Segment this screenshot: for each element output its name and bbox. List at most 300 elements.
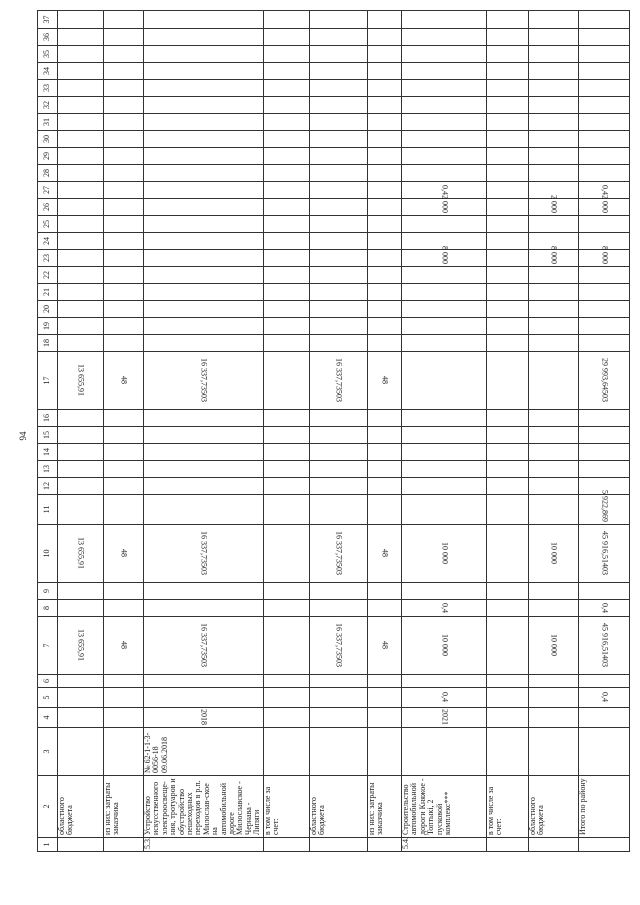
table-cell bbox=[58, 216, 104, 233]
table-cell bbox=[264, 267, 310, 284]
table-cell bbox=[310, 427, 368, 444]
row-label: областного бюджета bbox=[529, 776, 579, 838]
table-cell bbox=[310, 11, 368, 29]
cell-value: 2021 bbox=[440, 709, 450, 725]
table-cell bbox=[487, 335, 529, 352]
table-cell bbox=[402, 461, 487, 478]
column-number: 31 bbox=[38, 114, 58, 131]
table-cell bbox=[310, 461, 368, 478]
table-cell bbox=[487, 675, 529, 688]
table-cell bbox=[402, 63, 487, 80]
table-cell bbox=[529, 583, 579, 600]
table-cell bbox=[487, 131, 529, 148]
table-cell bbox=[368, 267, 402, 284]
table-cell bbox=[104, 97, 144, 114]
table-cell bbox=[487, 352, 529, 410]
table-cell bbox=[529, 427, 579, 444]
table-cell bbox=[402, 165, 487, 182]
table-cell bbox=[264, 250, 310, 267]
column-number: 20 bbox=[38, 301, 58, 318]
table-cell bbox=[402, 284, 487, 301]
table-cell bbox=[487, 114, 529, 131]
table-cell bbox=[104, 80, 144, 97]
table-cell bbox=[104, 461, 144, 478]
table-cell bbox=[104, 301, 144, 318]
table-cell bbox=[144, 165, 264, 182]
row-number bbox=[104, 838, 144, 852]
column-number: 18 bbox=[38, 335, 58, 352]
table-cell bbox=[368, 182, 402, 199]
table-cell bbox=[487, 233, 529, 250]
table-cell bbox=[402, 410, 487, 427]
table-cell bbox=[310, 478, 368, 495]
table-cell bbox=[579, 318, 630, 335]
table-cell bbox=[264, 708, 310, 728]
table-cell bbox=[104, 29, 144, 46]
table-cell bbox=[104, 63, 144, 80]
table-cell bbox=[264, 688, 310, 708]
table-cell bbox=[264, 148, 310, 165]
table-cell bbox=[58, 80, 104, 97]
table-row bbox=[368, 11, 402, 852]
table-cell bbox=[368, 250, 402, 267]
table-cell bbox=[264, 29, 310, 46]
cell-value: 0,4 bbox=[600, 185, 610, 195]
table-cell bbox=[579, 708, 630, 728]
table-cell bbox=[402, 617, 487, 675]
row-label: Итого по району bbox=[579, 776, 630, 838]
table-cell bbox=[310, 410, 368, 427]
cell-value: 48 bbox=[380, 376, 390, 385]
table-cell bbox=[487, 46, 529, 63]
table-cell bbox=[368, 165, 402, 182]
table-cell bbox=[579, 352, 630, 410]
row-label: в том числе за счет: bbox=[264, 776, 310, 838]
cell-value: 48 bbox=[119, 641, 129, 650]
table-cell bbox=[368, 688, 402, 708]
cell-value: 0,4 bbox=[600, 603, 610, 613]
row-number bbox=[58, 838, 104, 852]
table-row bbox=[487, 11, 529, 852]
table-cell bbox=[487, 11, 529, 29]
table-cell bbox=[402, 708, 487, 728]
table-cell bbox=[487, 410, 529, 427]
table-cell bbox=[487, 427, 529, 444]
table-cell bbox=[58, 148, 104, 165]
table-cell bbox=[264, 97, 310, 114]
table-cell bbox=[58, 29, 104, 46]
table-cell bbox=[529, 267, 579, 284]
table-cell bbox=[579, 195, 630, 216]
column-number: 11 bbox=[38, 495, 58, 525]
table-cell bbox=[579, 583, 630, 600]
table-cell bbox=[310, 46, 368, 63]
table-cell bbox=[529, 675, 579, 688]
table-cell bbox=[104, 233, 144, 250]
column-number: 26 bbox=[38, 199, 58, 216]
table-cell bbox=[402, 688, 487, 708]
column-number: 5 bbox=[38, 688, 58, 708]
table-cell bbox=[579, 728, 630, 776]
table-cell bbox=[368, 80, 402, 97]
table-cell bbox=[487, 216, 529, 233]
table-cell bbox=[529, 246, 579, 267]
table-cell bbox=[58, 114, 104, 131]
column-number: 16 bbox=[38, 410, 58, 427]
table-cell bbox=[368, 728, 402, 776]
table-cell bbox=[144, 267, 264, 284]
table-cell bbox=[264, 199, 310, 216]
table-cell bbox=[144, 352, 264, 410]
column-number: 30 bbox=[38, 131, 58, 148]
table-cell bbox=[402, 318, 487, 335]
table-cell bbox=[58, 352, 104, 410]
column-number: 22 bbox=[38, 267, 58, 284]
header-row bbox=[38, 11, 58, 852]
cell-value: 0,4 bbox=[440, 603, 450, 613]
table-cell bbox=[529, 688, 579, 708]
table-cell bbox=[310, 267, 368, 284]
table-cell bbox=[144, 301, 264, 318]
cell-value: 29 993,64503 bbox=[600, 358, 610, 403]
table-cell bbox=[310, 444, 368, 461]
cell-value: 2 000 bbox=[440, 195, 450, 213]
table-cell bbox=[144, 148, 264, 165]
table-cell bbox=[402, 11, 487, 29]
table-cell bbox=[310, 114, 368, 131]
table-cell bbox=[529, 216, 579, 233]
column-number: 36 bbox=[38, 29, 58, 46]
table-cell bbox=[58, 688, 104, 708]
table-cell bbox=[58, 478, 104, 495]
table-cell bbox=[368, 11, 402, 29]
table-cell bbox=[368, 233, 402, 250]
table-cell bbox=[368, 495, 402, 525]
cell-value: 48 bbox=[380, 641, 390, 650]
table-cell bbox=[487, 182, 529, 199]
column-number: 14 bbox=[38, 444, 58, 461]
table-cell bbox=[368, 148, 402, 165]
table-cell bbox=[264, 478, 310, 495]
table-cell bbox=[529, 148, 579, 165]
table-cell bbox=[58, 675, 104, 688]
table-cell bbox=[264, 284, 310, 301]
table-cell bbox=[579, 29, 630, 46]
table-cell bbox=[579, 284, 630, 301]
table-cell bbox=[579, 246, 630, 267]
table-cell bbox=[368, 352, 402, 410]
table-cell bbox=[402, 583, 487, 600]
table-cell bbox=[579, 675, 630, 688]
rotated-table bbox=[37, 15, 629, 852]
table-cell bbox=[104, 131, 144, 148]
row-number bbox=[368, 838, 402, 852]
table-cell bbox=[402, 97, 487, 114]
table-cell bbox=[144, 617, 264, 675]
table-cell bbox=[310, 301, 368, 318]
table-cell bbox=[104, 216, 144, 233]
table-cell bbox=[264, 131, 310, 148]
table-cell bbox=[487, 148, 529, 165]
table-cell bbox=[529, 525, 579, 583]
table-cell bbox=[579, 46, 630, 63]
row-number bbox=[487, 838, 529, 852]
cell-value: 16 337,73503 bbox=[199, 623, 209, 668]
table-cell bbox=[144, 444, 264, 461]
table-cell bbox=[264, 63, 310, 80]
table-cell bbox=[402, 195, 487, 216]
table-cell bbox=[310, 216, 368, 233]
table-cell bbox=[104, 708, 144, 728]
column-number: 21 bbox=[38, 284, 58, 301]
table-cell bbox=[58, 131, 104, 148]
table-cell bbox=[144, 318, 264, 335]
table-cell bbox=[529, 708, 579, 728]
table-cell bbox=[529, 728, 579, 776]
table-cell bbox=[104, 46, 144, 63]
table-cell bbox=[402, 29, 487, 46]
table-cell bbox=[402, 444, 487, 461]
table-cell bbox=[402, 675, 487, 688]
table-cell bbox=[368, 114, 402, 131]
column-number: 12 bbox=[38, 478, 58, 495]
table-row bbox=[144, 11, 264, 852]
table-cell bbox=[310, 80, 368, 97]
cell-value: 16 337,73503 bbox=[334, 531, 344, 576]
table-cell bbox=[264, 335, 310, 352]
table-cell bbox=[368, 461, 402, 478]
table-cell bbox=[579, 410, 630, 427]
column-number: 19 bbox=[38, 318, 58, 335]
cell-value: 2 000 bbox=[600, 195, 610, 213]
table-cell bbox=[368, 600, 402, 617]
table-cell bbox=[368, 675, 402, 688]
page-number: 94 bbox=[18, 431, 28, 441]
table-cell bbox=[310, 250, 368, 267]
table-cell bbox=[529, 195, 579, 216]
table-cell bbox=[487, 495, 529, 525]
table-cell bbox=[144, 199, 264, 216]
column-number: 37 bbox=[38, 11, 58, 29]
table-cell bbox=[264, 600, 310, 617]
table-cell bbox=[310, 318, 368, 335]
row-label: областного бюджета bbox=[58, 776, 104, 838]
cell-value: 45 916,51403 bbox=[600, 531, 610, 576]
table-cell bbox=[144, 216, 264, 233]
table-cell bbox=[368, 284, 402, 301]
table-cell bbox=[368, 131, 402, 148]
table-cell bbox=[529, 478, 579, 495]
table-cell bbox=[58, 301, 104, 318]
row-label: областного бюджета bbox=[310, 776, 368, 838]
table-cell bbox=[579, 216, 630, 233]
table-cell bbox=[144, 29, 264, 46]
table-cell bbox=[368, 97, 402, 114]
table-cell bbox=[144, 600, 264, 617]
table-cell bbox=[487, 63, 529, 80]
table-cell bbox=[264, 444, 310, 461]
table-cell bbox=[144, 478, 264, 495]
table-cell bbox=[487, 318, 529, 335]
table-cell bbox=[58, 495, 104, 525]
cell-value: 8 000 bbox=[440, 246, 450, 264]
table-cell bbox=[144, 335, 264, 352]
table-cell bbox=[104, 728, 144, 776]
table-cell bbox=[58, 63, 104, 80]
table-cell bbox=[487, 301, 529, 318]
table-cell bbox=[144, 675, 264, 688]
table-cell bbox=[310, 495, 368, 525]
table-cell bbox=[579, 617, 630, 675]
table-cell bbox=[58, 708, 104, 728]
cell-value: 48 bbox=[119, 549, 129, 558]
table-row bbox=[264, 11, 310, 852]
table-cell bbox=[144, 410, 264, 427]
table-cell bbox=[368, 199, 402, 216]
table-cell bbox=[368, 29, 402, 46]
column-number: 7 bbox=[38, 617, 58, 675]
table-cell bbox=[579, 335, 630, 352]
table-cell bbox=[104, 318, 144, 335]
table-cell bbox=[529, 617, 579, 675]
table-cell bbox=[579, 461, 630, 478]
cell-value: 0,4 bbox=[600, 692, 610, 703]
table-cell bbox=[104, 352, 144, 410]
row-label: из них: затраты заказчика bbox=[104, 776, 144, 838]
table-cell bbox=[310, 600, 368, 617]
cell-value: 13 655,91 bbox=[76, 537, 86, 570]
table-cell bbox=[402, 478, 487, 495]
table-cell bbox=[529, 46, 579, 63]
table-cell bbox=[58, 250, 104, 267]
column-number: 13 bbox=[38, 461, 58, 478]
table-cell bbox=[310, 335, 368, 352]
table-cell bbox=[58, 410, 104, 427]
table-cell bbox=[104, 250, 144, 267]
table-cell bbox=[402, 80, 487, 97]
table-cell bbox=[402, 246, 487, 267]
table-cell bbox=[264, 318, 310, 335]
table-cell bbox=[310, 148, 368, 165]
table-cell bbox=[368, 478, 402, 495]
table-cell bbox=[264, 216, 310, 233]
table-cell bbox=[402, 600, 487, 617]
table-cell bbox=[529, 284, 579, 301]
table-row bbox=[58, 11, 104, 852]
table-cell bbox=[310, 617, 368, 675]
table-row bbox=[529, 11, 579, 852]
column-number: 33 bbox=[38, 80, 58, 97]
table-row bbox=[402, 11, 487, 852]
table-cell bbox=[529, 301, 579, 318]
table-cell bbox=[487, 29, 529, 46]
table-cell bbox=[529, 29, 579, 46]
cell-value: 16 337,73503 bbox=[199, 358, 209, 403]
table-cell bbox=[144, 427, 264, 444]
table-cell bbox=[58, 182, 104, 199]
cell-value: 10 000 bbox=[549, 634, 559, 657]
column-number: 9 bbox=[38, 583, 58, 600]
table-cell bbox=[529, 11, 579, 29]
table-cell bbox=[144, 688, 264, 708]
table-cell bbox=[264, 461, 310, 478]
table-cell bbox=[487, 97, 529, 114]
table-cell bbox=[58, 233, 104, 250]
table-cell bbox=[529, 495, 579, 525]
column-number: 6 bbox=[38, 675, 58, 688]
table-cell bbox=[264, 165, 310, 182]
table-cell bbox=[58, 284, 104, 301]
table-row bbox=[104, 11, 144, 852]
table-cell bbox=[104, 165, 144, 182]
table-cell bbox=[264, 495, 310, 525]
table-cell bbox=[144, 233, 264, 250]
table-cell bbox=[310, 352, 368, 410]
table-cell bbox=[579, 165, 630, 182]
table-cell bbox=[264, 114, 310, 131]
cell-value: 2 000 bbox=[549, 195, 559, 213]
cell-value: 2018 bbox=[199, 709, 209, 725]
table-cell bbox=[368, 63, 402, 80]
cell-value: 10 000 bbox=[440, 542, 450, 565]
table-cell bbox=[487, 250, 529, 267]
table-row bbox=[579, 11, 630, 852]
column-number: 1 bbox=[38, 838, 58, 852]
table-cell bbox=[402, 352, 487, 410]
column-number: 8 bbox=[38, 600, 58, 617]
table-cell bbox=[310, 525, 368, 583]
column-number: 32 bbox=[38, 97, 58, 114]
table-cell bbox=[144, 495, 264, 525]
column-number: 2 bbox=[38, 776, 58, 838]
table-cell bbox=[402, 495, 487, 525]
table-cell bbox=[264, 352, 310, 410]
table-cell bbox=[402, 427, 487, 444]
table-cell bbox=[58, 583, 104, 600]
table-cell bbox=[487, 267, 529, 284]
table-cell bbox=[58, 600, 104, 617]
table-cell bbox=[58, 444, 104, 461]
table-cell bbox=[487, 728, 529, 776]
table-cell bbox=[144, 583, 264, 600]
table-cell bbox=[579, 427, 630, 444]
table-cell bbox=[579, 267, 630, 284]
table-cell bbox=[487, 444, 529, 461]
cell-value: 8 000 bbox=[549, 246, 559, 264]
table-cell bbox=[310, 675, 368, 688]
cell-value: 5 922,869 bbox=[600, 490, 610, 522]
table-cell bbox=[487, 617, 529, 675]
table-cell bbox=[402, 267, 487, 284]
column-number: 28 bbox=[38, 165, 58, 182]
table-cell bbox=[264, 182, 310, 199]
table-cell bbox=[368, 427, 402, 444]
table-cell bbox=[368, 708, 402, 728]
table-cell bbox=[579, 97, 630, 114]
table-cell bbox=[144, 80, 264, 97]
table-cell bbox=[579, 148, 630, 165]
table-cell bbox=[310, 708, 368, 728]
table-cell bbox=[310, 182, 368, 199]
column-number: 17 bbox=[38, 352, 58, 410]
table-cell bbox=[310, 233, 368, 250]
table-cell bbox=[487, 583, 529, 600]
row-number: 5.3. bbox=[144, 838, 264, 852]
cell-value: 48 bbox=[119, 376, 129, 385]
table-cell bbox=[58, 461, 104, 478]
table-cell bbox=[487, 461, 529, 478]
table-cell bbox=[579, 301, 630, 318]
